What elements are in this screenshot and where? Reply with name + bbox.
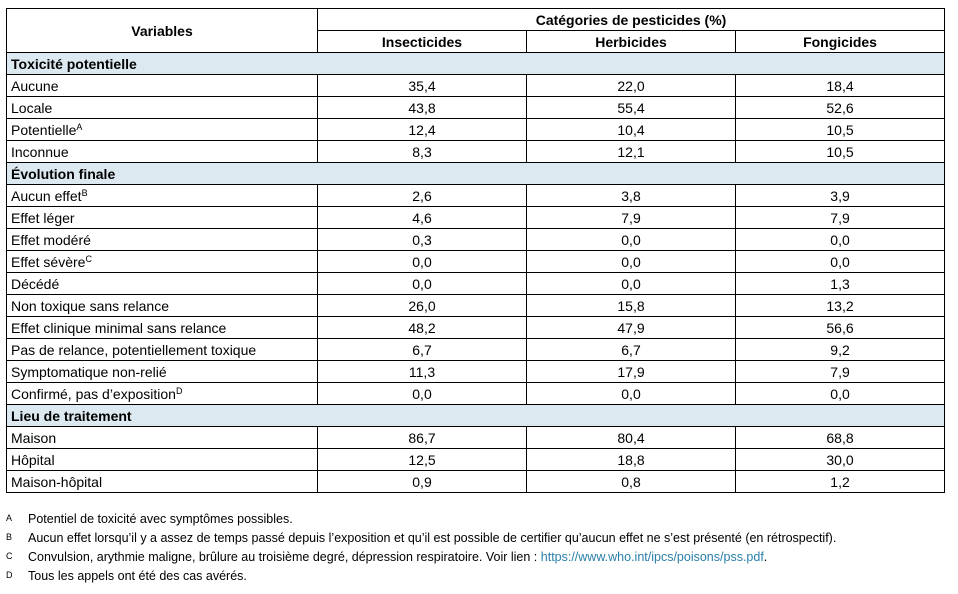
section-row (7, 405, 945, 427)
cell-insecticides: 0,3 (318, 229, 527, 251)
row-label-text: Hôpital (11, 451, 55, 468)
cell-fongicides: 18,4 (736, 75, 945, 97)
row-label-text: Potentielle (11, 121, 77, 138)
cell-insecticides: 6,7 (318, 339, 527, 361)
cell-insecticides: 35,4 (318, 75, 527, 97)
table-row (7, 273, 945, 295)
cell-herbicides: 80,4 (527, 427, 736, 449)
footnote-trailing: . (763, 550, 768, 564)
table-row (7, 295, 945, 317)
row-label-text: Effet léger (11, 209, 75, 226)
row-label-text: Effet clinique minimal sans relance (11, 319, 227, 336)
cell-insecticides: 0,9 (318, 471, 527, 493)
footnote-mark: B (6, 532, 13, 542)
footnote-ref: B (81, 187, 88, 198)
table-row (7, 97, 945, 119)
row-label (7, 361, 318, 383)
row-label (7, 317, 318, 339)
row-label (7, 339, 318, 361)
cell-insecticides: 0,0 (318, 383, 527, 405)
table-row (7, 317, 945, 339)
table-row (7, 207, 945, 229)
row-label (7, 295, 318, 317)
row-label-text: Symptomatique non-relié (11, 363, 167, 380)
cell-fongicides: 10,5 (736, 119, 945, 141)
table-row (7, 383, 945, 405)
table-row (7, 229, 945, 251)
footnote (6, 550, 952, 569)
cell-herbicides: 6,7 (527, 339, 736, 361)
section-title: Toxicité potentielle (7, 53, 945, 75)
footnote-ref: C (85, 253, 92, 264)
cell-fongicides: 0,0 (736, 383, 945, 405)
cell-fongicides: 7,9 (736, 207, 945, 229)
cell-herbicides: 55,4 (527, 97, 736, 119)
cell-herbicides: 0,0 (527, 229, 736, 251)
cell-fongicides: 0,0 (736, 251, 945, 273)
table-row (7, 119, 945, 141)
footnote-text-wrap (28, 531, 836, 546)
footnote-mark: C (6, 551, 13, 561)
cell-fongicides: 68,8 (736, 427, 945, 449)
cell-herbicides: 0,0 (527, 383, 736, 405)
cell-fongicides: 30,0 (736, 449, 945, 471)
cell-insecticides: 43,8 (318, 97, 527, 119)
cell-insecticides: 2,6 (318, 185, 527, 207)
table-row (7, 75, 945, 97)
footnote-mark: A (6, 513, 13, 523)
header-variables: Variables (7, 9, 318, 53)
table-row (7, 185, 945, 207)
footnote-text: Potentiel de toxicité avec symptômes possibles. (28, 512, 293, 526)
row-label-text: Confirmé, pas d’exposition (11, 385, 176, 402)
section-row (7, 53, 945, 75)
header-fongicides: Fongicides (736, 31, 945, 53)
footnote-text-wrap (28, 512, 293, 527)
footnotes (6, 512, 952, 588)
footnote-mark: D (6, 570, 13, 580)
row-label (7, 449, 318, 471)
cell-insecticides: 4,6 (318, 207, 527, 229)
table-body (7, 53, 945, 493)
row-label (7, 273, 318, 295)
cell-fongicides: 10,5 (736, 141, 945, 163)
row-label (7, 119, 318, 141)
row-label (7, 427, 318, 449)
cell-fongicides: 13,2 (736, 295, 945, 317)
cell-insecticides: 0,0 (318, 273, 527, 295)
footnote (6, 512, 952, 531)
row-label (7, 251, 318, 273)
row-label-text: Aucune (11, 77, 59, 94)
row-label-text: Maison (11, 429, 57, 446)
cell-fongicides: 9,2 (736, 339, 945, 361)
footnote-ref: A (76, 121, 83, 132)
header-insecticides: Insecticides (318, 31, 527, 53)
row-label-text: Non toxique sans relance (11, 297, 169, 314)
cell-fongicides: 1,2 (736, 471, 945, 493)
cell-herbicides: 18,8 (527, 449, 736, 471)
cell-herbicides: 7,9 (527, 207, 736, 229)
cell-fongicides: 56,6 (736, 317, 945, 339)
table-row (7, 449, 945, 471)
cell-herbicides: 10,4 (527, 119, 736, 141)
footnote-text: Tous les appels ont été des cas avérés. (28, 569, 247, 583)
cell-fongicides: 7,9 (736, 361, 945, 383)
row-label-text: Effet sévère (11, 253, 86, 270)
footnote (6, 569, 952, 588)
row-label (7, 383, 318, 405)
row-label (7, 185, 318, 207)
cell-herbicides: 0,0 (527, 251, 736, 273)
row-label-text: Pas de relance, potentiellement toxique (11, 341, 257, 358)
footnote-text-wrap (28, 550, 767, 565)
cell-insecticides: 86,7 (318, 427, 527, 449)
row-label-text: Inconnue (11, 143, 69, 160)
row-label-text: Maison-hôpital (11, 473, 103, 490)
cell-insecticides: 8,3 (318, 141, 527, 163)
cell-herbicides: 15,8 (527, 295, 736, 317)
cell-insecticides: 48,2 (318, 317, 527, 339)
footnote-text: Convulsion, arythmie maligne, brûlure au troisième degré, dépression respiratoire. Voir lien : (28, 550, 541, 564)
row-label-text: Locale (11, 99, 53, 116)
footnote-text: Aucun effet lorsqu’il y a assez de temps passé depuis l’exposition et qu’il est possible de certifier qu’aucun effet ne s’est présenté (en rétrospectif). (28, 531, 837, 545)
cell-insecticides: 11,3 (318, 361, 527, 383)
cell-herbicides: 0,8 (527, 471, 736, 493)
section-title: Évolution finale (7, 163, 945, 185)
cell-insecticides: 12,4 (318, 119, 527, 141)
cell-herbicides: 17,9 (527, 361, 736, 383)
row-label-text: Aucun effet (11, 187, 82, 204)
cell-insecticides: 12,5 (318, 449, 527, 471)
footnote (6, 531, 952, 550)
table-header (7, 9, 945, 53)
cell-fongicides: 1,3 (736, 273, 945, 295)
table-row (7, 471, 945, 493)
row-label (7, 207, 318, 229)
cell-herbicides: 12,1 (527, 141, 736, 163)
row-label (7, 75, 318, 97)
footnote-text-wrap (28, 569, 247, 584)
cell-herbicides: 3,8 (527, 185, 736, 207)
footnote-link[interactable]: https://www.who.int/ipcs/poisons/pss.pdf (540, 550, 764, 564)
footnote-ref: D (175, 385, 183, 396)
pesticide-table (6, 8, 945, 493)
row-label-text: Effet modéré (11, 231, 91, 248)
cell-herbicides: 0,0 (527, 273, 736, 295)
section-row (7, 163, 945, 185)
table-row (7, 427, 945, 449)
cell-insecticides: 26,0 (318, 295, 527, 317)
cell-herbicides: 47,9 (527, 317, 736, 339)
row-label (7, 97, 318, 119)
cell-fongicides: 0,0 (736, 229, 945, 251)
row-label (7, 229, 318, 251)
header-group: Catégories de pesticides (%) (318, 9, 945, 31)
table-row (7, 361, 945, 383)
header-herbicides: Herbicides (527, 31, 736, 53)
row-label (7, 471, 318, 493)
section-title: Lieu de traitement (7, 405, 945, 427)
cell-insecticides: 0,0 (318, 251, 527, 273)
row-label-text: Décédé (11, 275, 60, 292)
table-row (7, 141, 945, 163)
row-label (7, 141, 318, 163)
cell-fongicides: 52,6 (736, 97, 945, 119)
table-row (7, 251, 945, 273)
cell-herbicides: 22,0 (527, 75, 736, 97)
cell-fongicides: 3,9 (736, 185, 945, 207)
table-row (7, 339, 945, 361)
